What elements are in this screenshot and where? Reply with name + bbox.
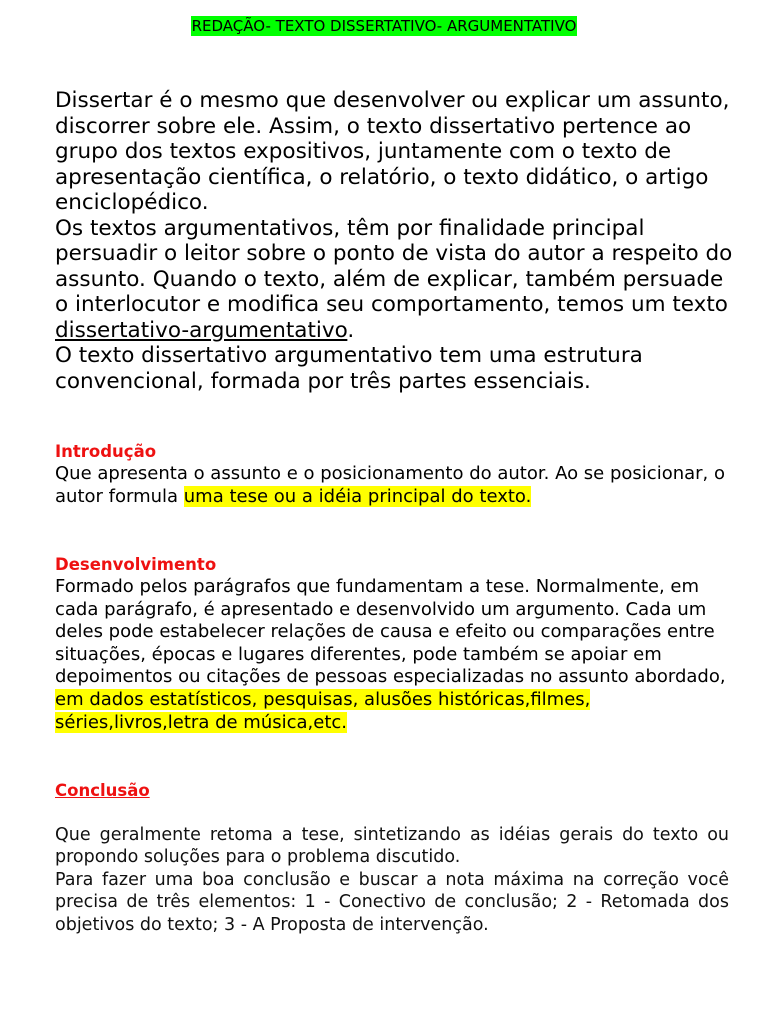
introducao-paragraph [55,463,735,508]
introducao-highlight: uma tese ou a idéia principal do texto. [183,485,532,507]
intro-p2-end: . [347,317,355,343]
conclusao-heading: Conclusão [55,781,150,800]
conclusao-paragraph-1: Que geralmente retoma a tese, sintetizando as idéias gerais do texto ou propondo soluções para o problema discutido. [55,825,729,868]
intro-paragraph-2 [55,216,735,344]
conclusao-body [55,824,729,936]
desenvolvimento-text: Formado pelos parágrafos que fundamentam a tese. Normalmente, em cada parágrafo, é apresentado e desenvolvido um argumento. Cada um deles pode estabelecer relações de causa e efeito ou comparações entre situações, épocas e lugares diferentes, pode também se apoiar em depoimentos ou citações de pessoas especializadas no assunto abordado, [55,576,726,688]
introducao-body [55,463,735,508]
intro-p2-underlined-term: dissertativo-argumentativo [55,317,348,343]
desenvolvimento-highlight-2: séries,livros,letra de música,etc. [55,711,348,733]
document-title: REDAÇÃO- TEXTO DISSERTATIVO- ARGUMENTATIVO [191,17,577,35]
intro-p2-text: Os textos argumentativos, têm por finalidade principal persuadir o leitor sobre o ponto de vista do autor a respeito do assunto. Quando o texto, além de explicar, também persuade o interlocutor e modifica seu comportamento, temos um texto [55,215,733,317]
desenvolvimento-highlight-1: em dados estatísticos, pesquisas, alusões históricas,filmes, [55,688,591,710]
desenvolvimento-paragraph [55,576,735,734]
introducao-heading: Introdução [55,442,157,461]
title-row [0,16,768,36]
desenvolvimento-heading: Desenvolvimento [55,555,217,574]
intro-paragraph-3: O texto dissertativo argumentativo tem uma estrutura convencional, formada por três partes essenciais. [55,343,643,394]
intro-section [55,88,735,394]
intro-paragraph-1: Dissertar é o mesmo que desenvolver ou explicar um assunto, discorrer sobre ele. Assim, o texto dissertativo pertence ao grupo dos textos expositivos, juntamente com o texto de apresentação científica, o relatório, o texto didático, o artigo enciclopédico. [55,88,730,215]
conclusao-paragraph-2: Para fazer uma boa conclusão e buscar a nota máxima na correção você precisa de três elementos: 1 - Conectivo de conclusão; 2 - Retomada dos objetivos do texto; 3 - A Proposta de intervenção. [55,869,729,935]
introducao-text: Que apresenta o assunto e o posicionamento do autor. Ao se posicionar, o autor formula [55,463,725,507]
desenvolvimento-body [55,576,735,734]
